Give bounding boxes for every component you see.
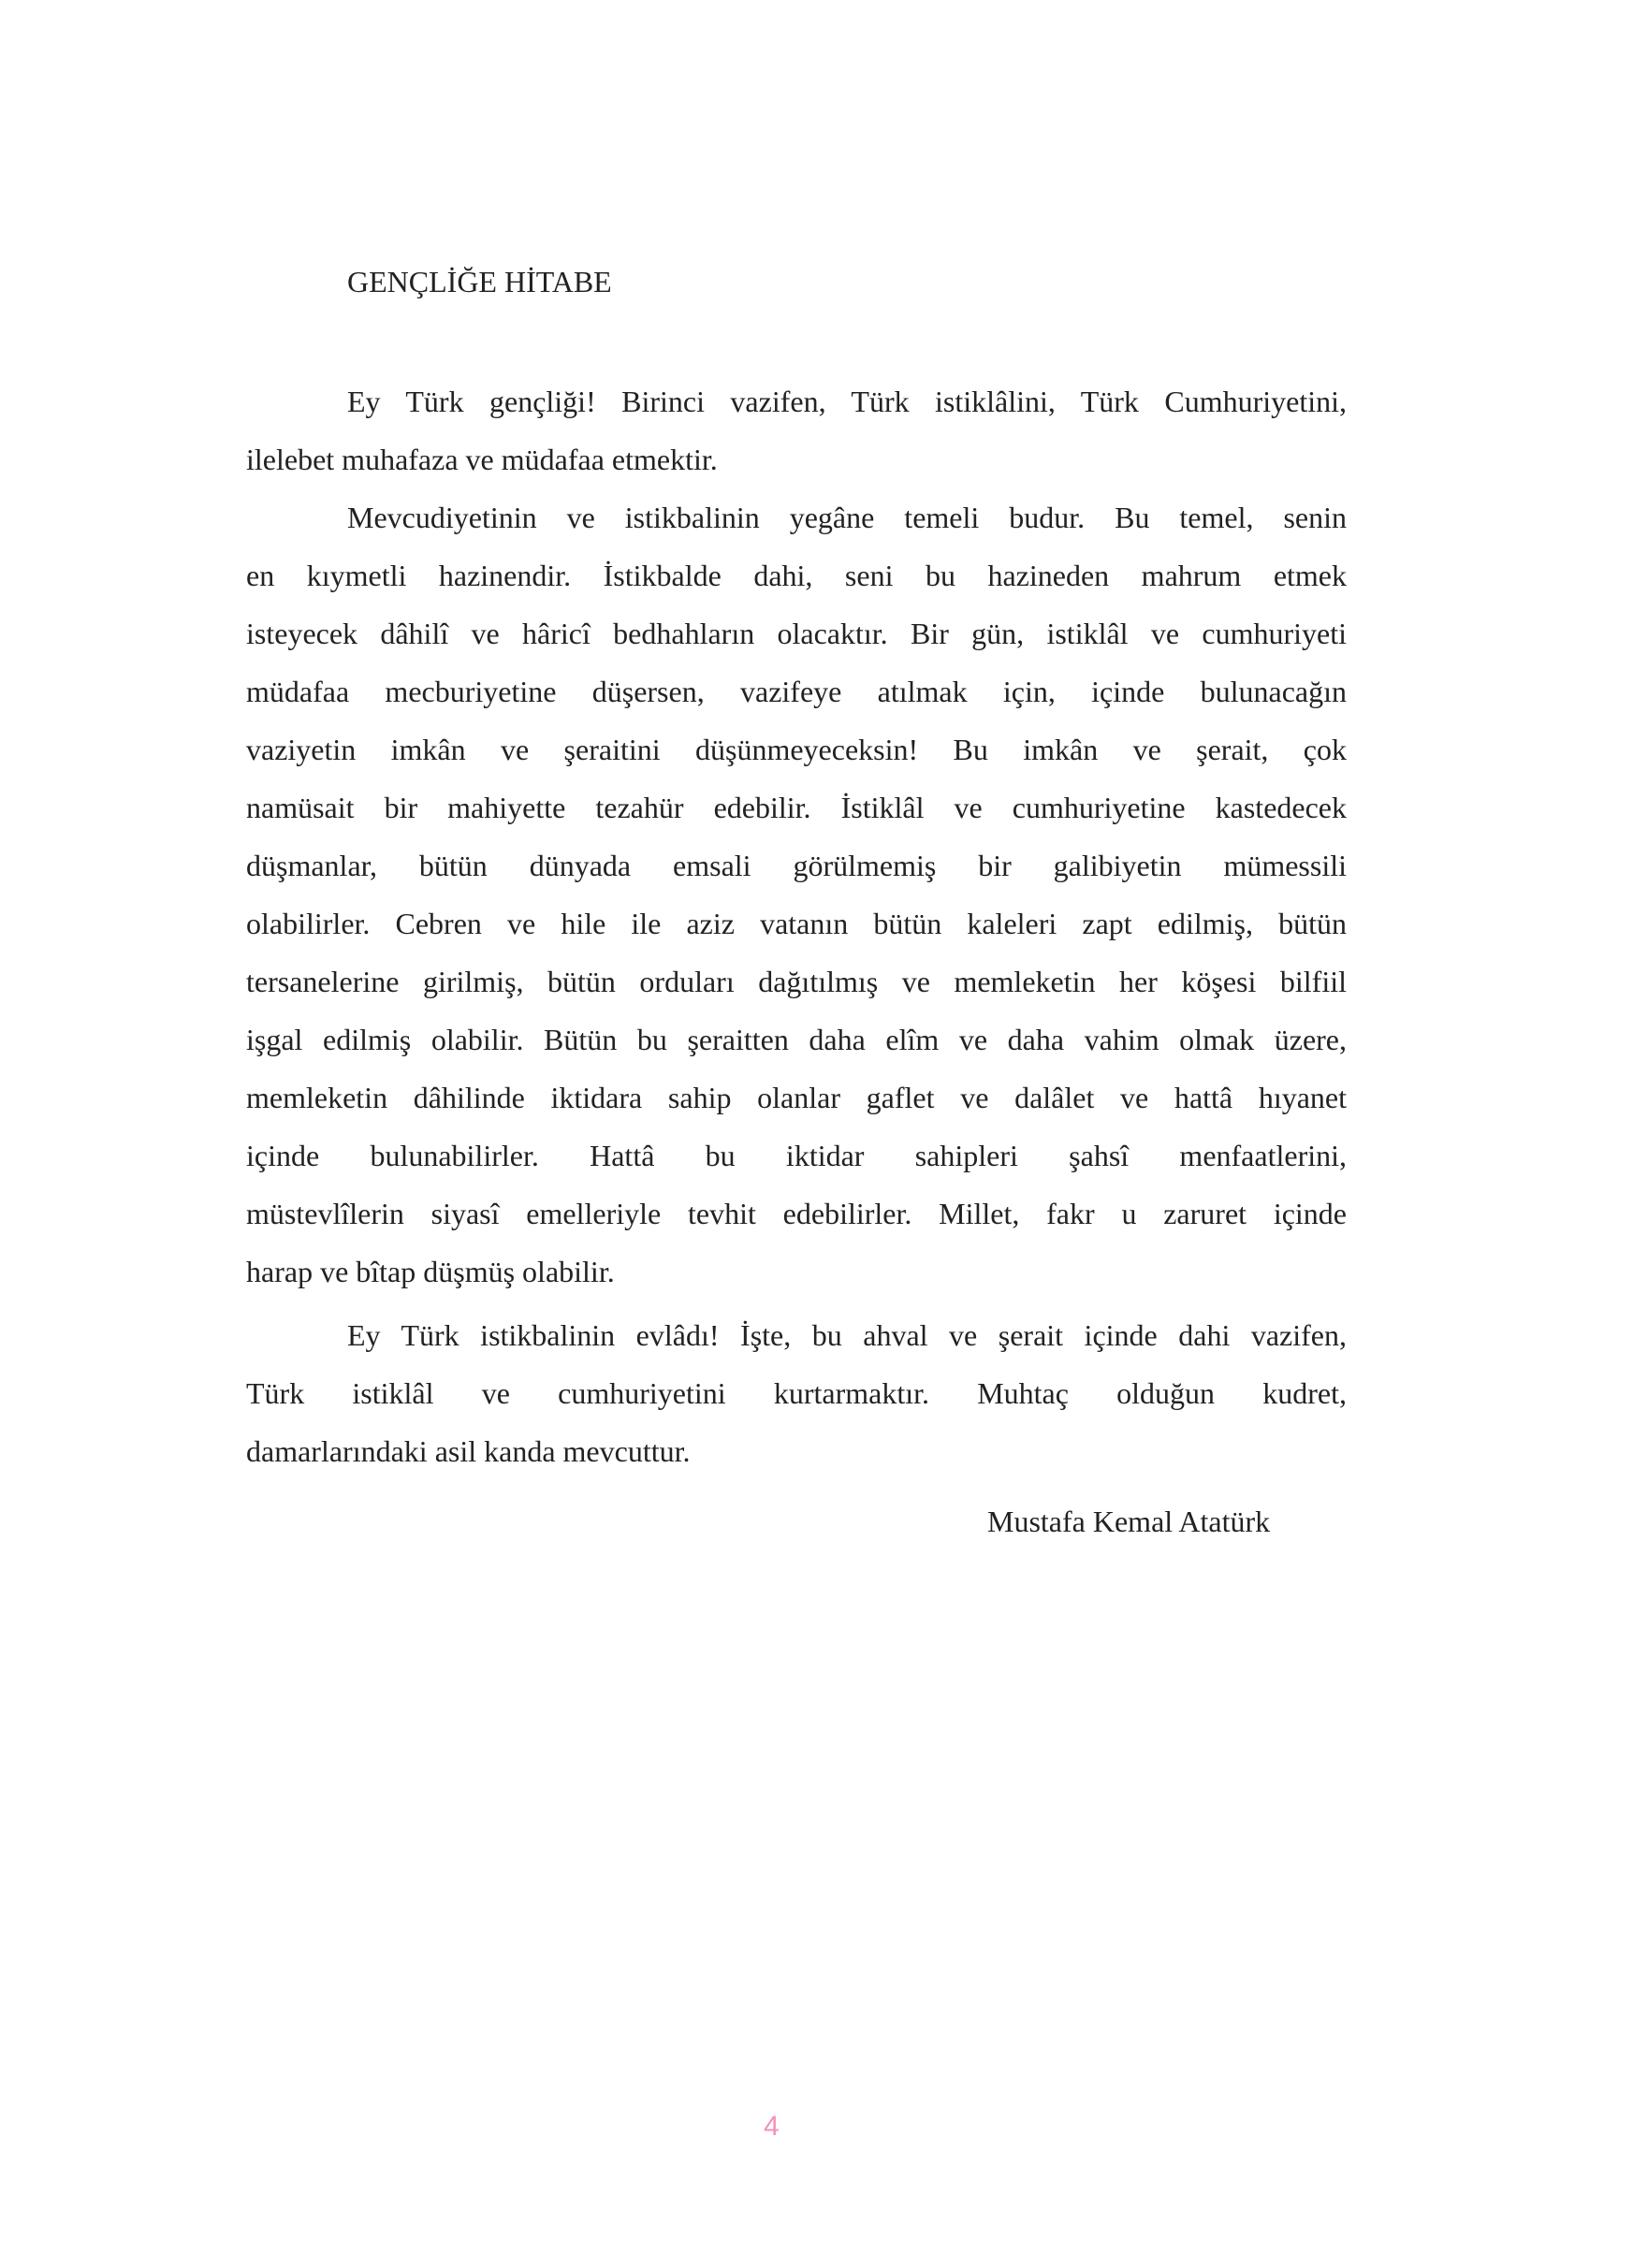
text-line: Türk istiklâl ve cumhuriyetini kurtarmaktır. Muhtaç olduğun kudret, xyxy=(246,1376,1347,1410)
paragraph-3 xyxy=(246,1306,1347,1480)
text-line: tersanelerine girilmiş, bütün orduları dağıtılmış ve memleketin her köşesi bilfiil xyxy=(246,965,1347,998)
page-number: 4 xyxy=(764,2111,780,2142)
text-line: ilelebet muhafaza ve müdafaa etmektir. xyxy=(246,443,718,476)
text-line: düşmanlar, bütün dünyada emsali görülmemiş bir galibiyetin mümessili xyxy=(246,849,1347,882)
text-line: isteyecek dâhilî ve hâricî bedhahların olacaktır. Bir gün, istiklâl ve cumhuriyeti xyxy=(246,617,1347,650)
text-line: işgal edilmiş olabilir. Bütün bu şeraitten daha elîm ve daha vahim olmak üzere, xyxy=(246,1023,1347,1056)
text-line: damarlarındaki asil kanda mevcuttur. xyxy=(246,1434,691,1468)
text-line: müstevlîlerin siyasî emelleriyle tevhit edebilirler. Millet, fakr u zaruret içinde xyxy=(246,1197,1347,1230)
text-line: müdafaa mecburiyetine düşersen, vazifeye atılmak için, içinde bulunacağın xyxy=(246,675,1347,708)
text-line: içinde bulunabilirler. Hattâ bu iktidar sahipleri şahsî menfaatlerini, xyxy=(246,1139,1347,1172)
signature: Mustafa Kemal Atatürk xyxy=(987,1505,1271,1538)
text-line: Ey Türk istikbalinin evlâdı! İşte, bu ahval ve şerait içinde dahi vazifen, xyxy=(347,1318,1347,1352)
text-line: Mevcudiyetinin ve istikbalinin yegâne temeli budur. Bu temel, senin xyxy=(347,501,1347,534)
paragraph-1 xyxy=(246,372,1347,488)
text-line: vaziyetin imkân ve şeraitini düşünmeyeceksin! Bu imkân ve şerait, çok xyxy=(246,733,1347,766)
text-line: en kıymetli hazinendir. İstikbalde dahi, seni bu hazineden mahrum etmek xyxy=(246,559,1347,592)
text-line: harap ve bîtap düşmüş olabilir. xyxy=(246,1255,615,1288)
paragraph-2 xyxy=(246,488,1347,1301)
text-line: olabilirler. Cebren ve hile ile aziz vatanın bütün kaleleri zapt edilmiş, bütün xyxy=(246,907,1347,940)
text-line: namüsait bir mahiyette tezahür edebilir. İstiklâl ve cumhuriyetine kastedecek xyxy=(246,791,1347,824)
document-title: GENÇLİĞE HİTABE xyxy=(347,265,612,298)
text-line: memleketin dâhilinde iktidara sahip olanlar gaflet ve dalâlet ve hattâ hıyanet xyxy=(246,1081,1347,1114)
text-line: Ey Türk gençliği! Birinci vazifen, Türk istiklâlini, Türk Cumhuriyetini, xyxy=(347,385,1347,418)
